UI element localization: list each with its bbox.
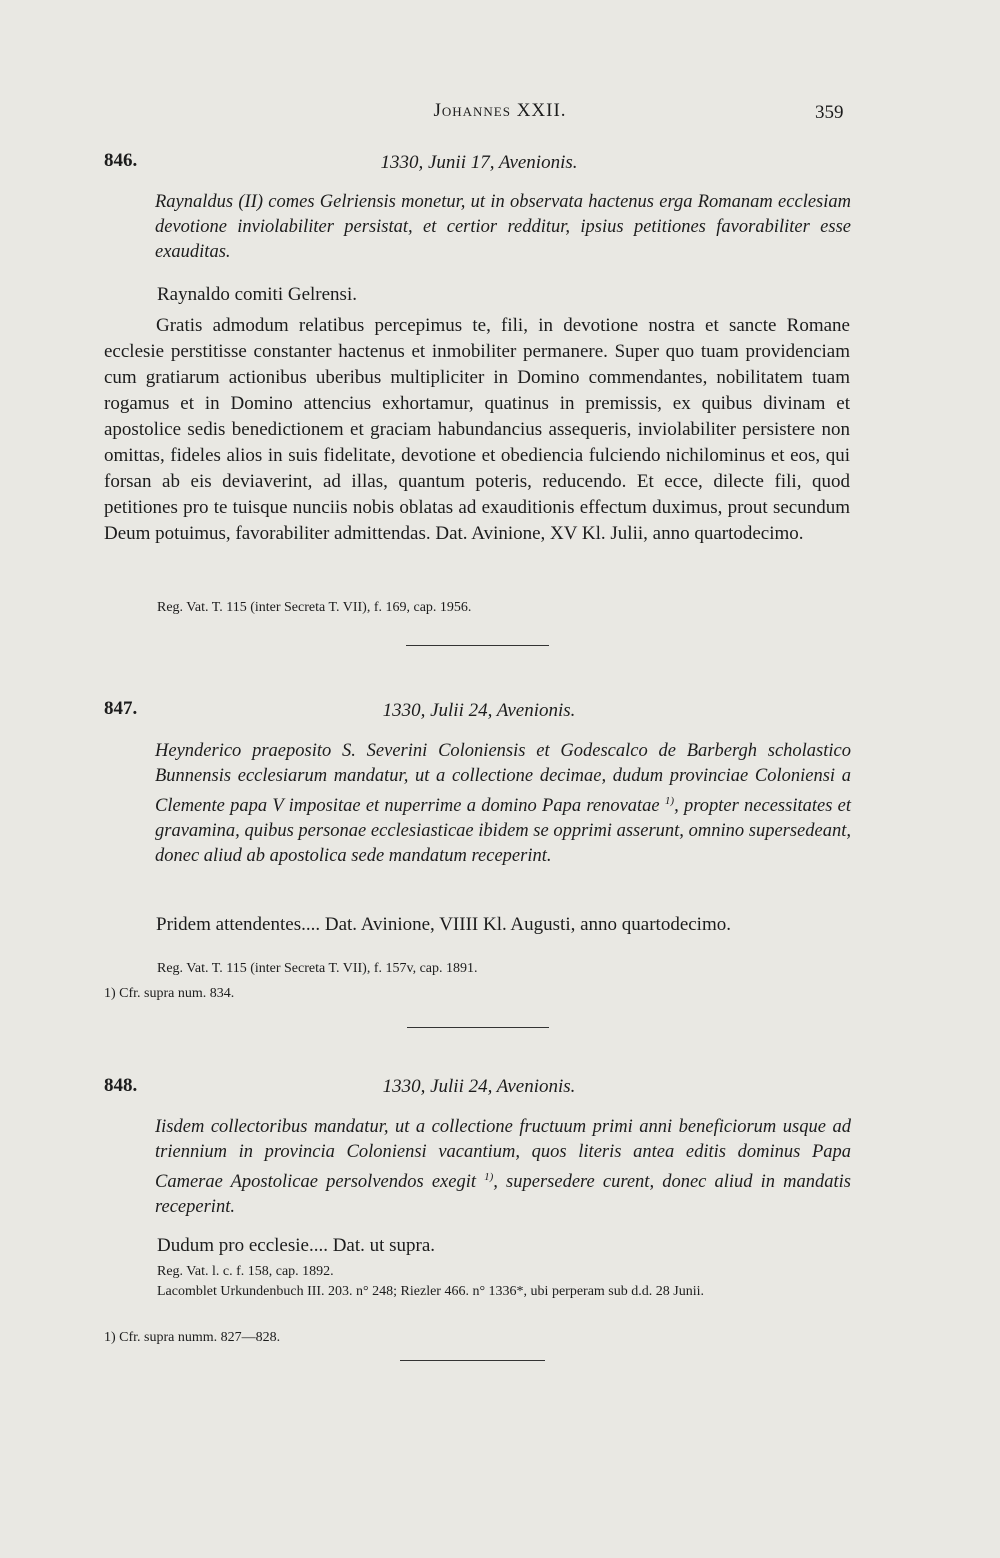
entry-sources-848 [157, 1262, 851, 1302]
entry-date-847: 1330, Julii 24, Avenionis. [382, 700, 576, 721]
summary-text: , propter necessitates et gravamina, quibus personae ecclesiasticae ibidem se opprimi asserunt, omnino supersedeant, donec aliud ab apostolica sede mandatum receperint. [155, 796, 852, 867]
entry-date-846: 1330, Junii 17, Avenionis. [380, 152, 578, 173]
entry-summary-848 [155, 1115, 851, 1220]
summary-text: Iisdem collectoribus mandatur, ut a collectione fructuum primi anni beneficiorum usque ad triennium in provincia Coloniensi vacantium, quos literis antea editis dominus Papa Camerae Apostolicae persolvendos exegit [155, 1117, 851, 1193]
entry-number-848: 848. [104, 1075, 138, 1096]
footnote-ref: 1) [484, 1171, 494, 1183]
entry-text-848: Dudum pro ecclesie.... Dat. ut supra. [157, 1235, 436, 1256]
entry-date-848: 1330, Julii 24, Avenionis. [382, 1076, 576, 1097]
entry-addressee-846: Raynaldo comiti Gelrensi. [157, 284, 357, 305]
page-number: 359 [815, 102, 844, 123]
running-header-title: Johannes XXII. [433, 100, 567, 121]
footnote-847: 1) Cfr. supra num. 834. [104, 986, 235, 1001]
entry-text-847: Pridem attendentes.... Dat. Avinione, VIIII Kl. Augusti, anno quartodecimo. [156, 914, 731, 935]
summary-text: Heynderico praeposito S. Severini Coloniensis et Godescalco de Barbergh scholastico Bunnensis ecclesiarum mandatur, ut a collectione decimae, dudum provinciae Coloniensi a Clemente papa V impositae et nuperrime a domino Papa renovatae [155, 741, 851, 817]
entry-summary-847 [155, 739, 851, 869]
entry-source-846: Reg. Vat. T. 115 (inter Secreta T. VII), f. 169, cap. 1956. [157, 600, 472, 615]
footnote-ref: 1) [664, 795, 675, 807]
summary-text: , supersedere curent, donec aliud in mandatis receperint. [155, 1172, 852, 1218]
footnote-848: 1) Cfr. supra numm. 827—828. [104, 1330, 281, 1345]
entry-text-846: Gratis admodum relatibus percepimus te, fili, in devotione nostra et sancte Romane ecclesie perstitisse constanter hactenus et inmobiliter permanere. Super quo tuam providenciam cum gratiarum actionibus uberibus multipliciter in Domino commendantes, nobilitatem tuam rogamus et in Domino attencius exhortamur, quatinus in premissis, ex quibus divinam et apostolice sedis benedictionem et graciam habundancius assequeris, inviolabiliter persistere non omittas, fideles alios in suis fidelitate, devotione et obediencia fulciendo nichilominus et eos, qui forsan ab eis deviaverint, ad illas, quantum poteris, reducendo. Et ecce, dilecte fili, quod petitiones pro te tuisque nunciis nobis oblatas ad exauditionis effectum duximus, prout secundum Deum potuimus, favorabiliter admittendas. Dat. Avinione, XV Kl. Julii, anno quartodecimo. [104, 315, 850, 544]
separator-rule [406, 645, 549, 646]
entry-summary-846: Raynaldus (II) comes Gelriensis monetur, ut in observata hactenus erga Romanam ecclesiam devotione inviolabiliter persistat, et certior redditur, ipsius petitiones favorabiliter esse exauditas. [155, 192, 851, 262]
entry-source-848-a: Reg. Vat. l. c. f. 158, cap. 1892. [157, 1264, 334, 1279]
entry-number-847: 847. [104, 698, 138, 719]
entry-number-846: 846. [104, 150, 138, 171]
separator-rule [400, 1360, 545, 1361]
entry-source-848-b: Lacomblet Urkundenbuch III. 203. n° 248; Riezler 466. n° 1336*, ubi perperam sub d.d. 28 Junii. [157, 1284, 704, 1299]
separator-rule [407, 1027, 549, 1028]
entry-source-847: Reg. Vat. T. 115 (inter Secreta T. VII), f. 157v, cap. 1891. [157, 961, 478, 976]
